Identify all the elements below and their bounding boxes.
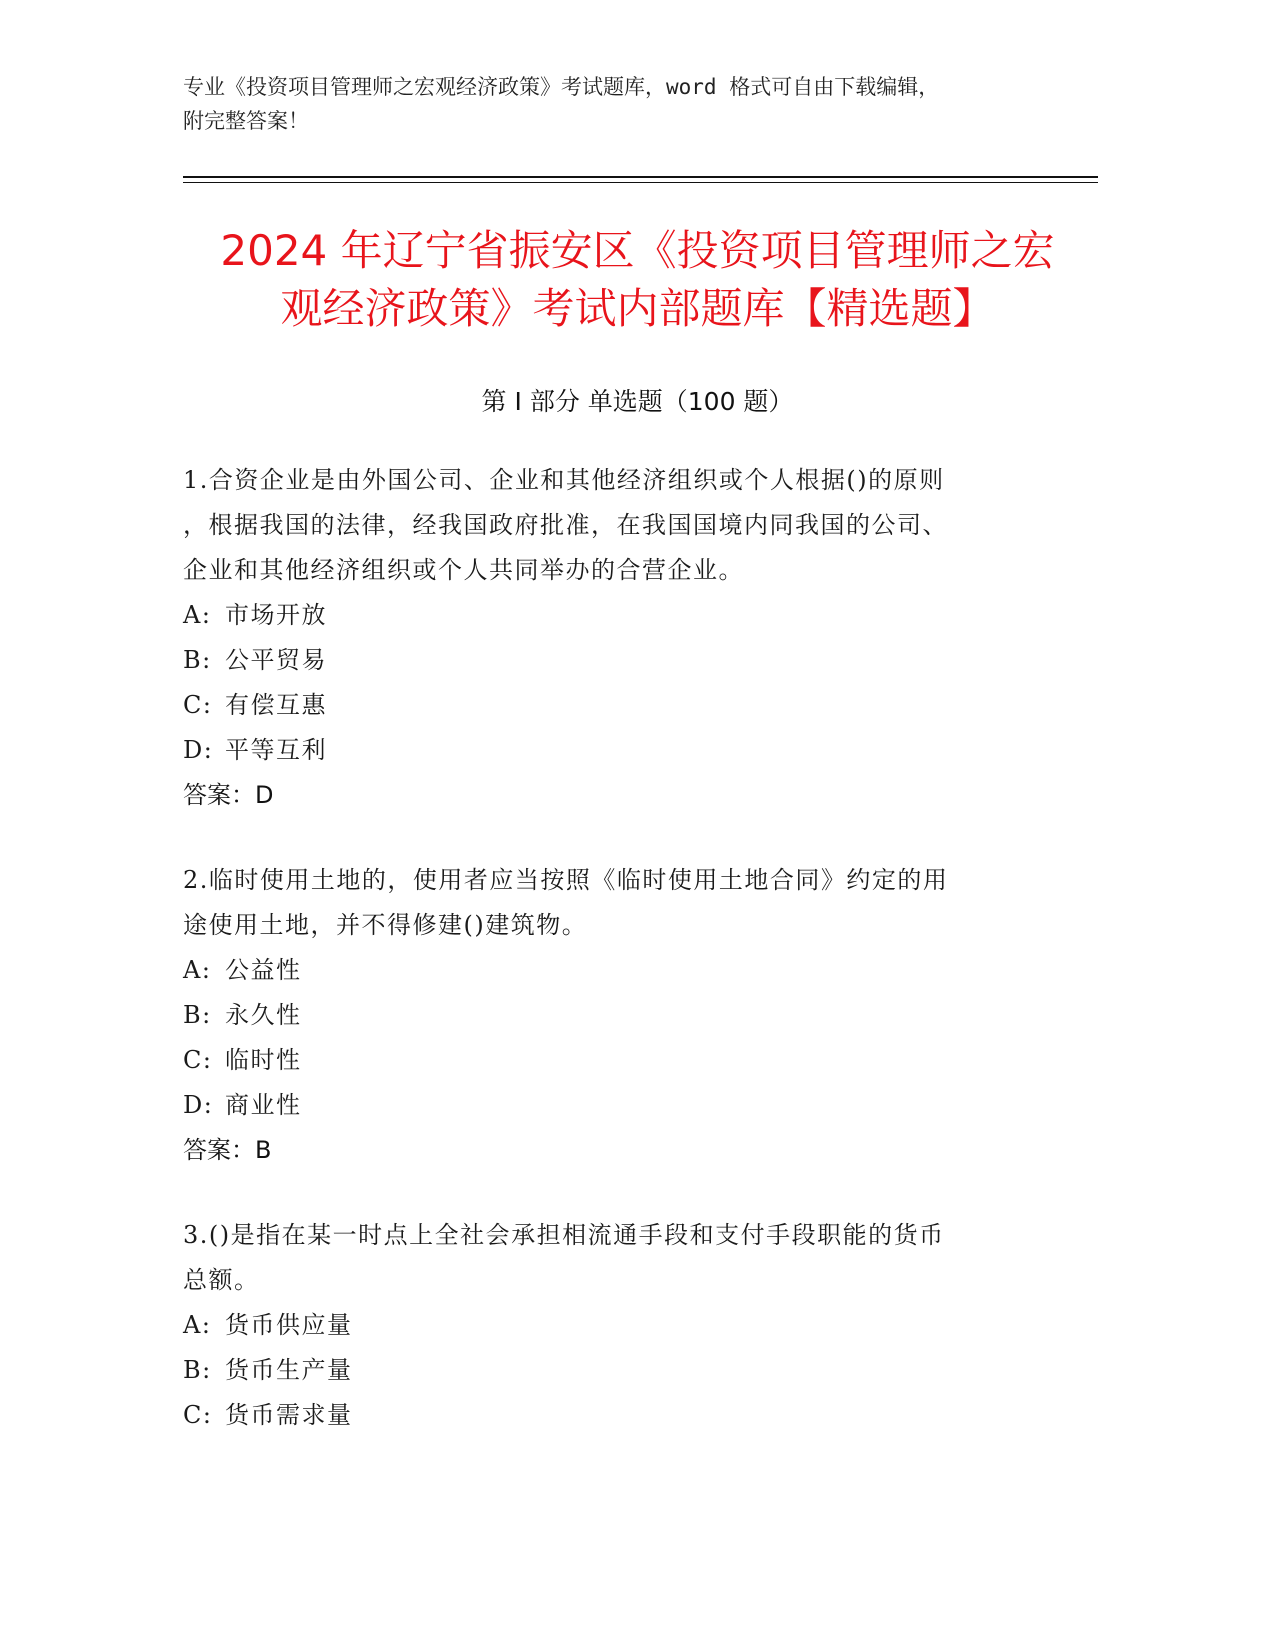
- question-item: [183, 1213, 1063, 1438]
- option-text: 有偿互惠: [225, 691, 327, 719]
- option-text: 永久性: [225, 1001, 302, 1029]
- answer-line: 答案：B: [183, 1136, 272, 1164]
- option-text: 公益性: [225, 956, 302, 984]
- document-title: [150, 222, 1125, 338]
- question-stem-line: 总额。: [183, 1266, 260, 1294]
- option-a: [183, 1303, 1063, 1348]
- option-letter: A:: [183, 1311, 212, 1339]
- header-divider-thin: [183, 182, 1098, 183]
- question-item: [183, 858, 1063, 1173]
- option-c: [183, 683, 1063, 728]
- question-stem-line: 1.合资企业是由外国公司、企业和其他经济组织或个人根据()的原则: [183, 466, 945, 494]
- question-stem-line: 途使用土地，并不得修建()建筑物。: [183, 911, 588, 939]
- header-note-line-1: 专业《投资项目管理师之宏观经济政策》考试题库，word 格式可自由下载编辑，: [183, 75, 940, 99]
- option-letter: D:: [183, 1091, 214, 1119]
- option-letter: C:: [183, 691, 213, 719]
- option-b: [183, 993, 1063, 1038]
- option-text: 货币需求量: [225, 1401, 353, 1429]
- option-d: [183, 1083, 1063, 1128]
- question-stem-line: ，根据我国的法律，经我国政府批准，在我国国境内同我国的公司、: [183, 511, 948, 539]
- option-text: 公平贸易: [225, 646, 327, 674]
- option-text: 货币生产量: [225, 1356, 353, 1384]
- option-text: 平等互利: [225, 736, 327, 764]
- question-stem-line: 2.临时使用土地的，使用者应当按照《临时使用土地合同》约定的用: [183, 866, 949, 894]
- option-letter: A:: [183, 956, 212, 984]
- option-b: [183, 638, 1063, 683]
- option-letter: B:: [183, 1356, 212, 1384]
- option-letter: C:: [183, 1046, 213, 1074]
- option-a: [183, 593, 1063, 638]
- header-note: [183, 70, 1063, 138]
- answer-line: 答案：D: [183, 781, 274, 809]
- option-text: 商业性: [225, 1091, 302, 1119]
- option-a: [183, 948, 1063, 993]
- document-title-line-2: 观经济政策》考试内部题库【精选题】: [280, 284, 995, 333]
- section-heading: 第 I 部分 单选题（100 题）: [481, 387, 794, 416]
- option-d: [183, 728, 1063, 773]
- header-note-line-2: 附完整答案！: [183, 109, 309, 133]
- option-text: 临时性: [225, 1046, 302, 1074]
- option-letter: C:: [183, 1401, 213, 1429]
- option-letter: B:: [183, 1001, 212, 1029]
- header-divider-thick: [183, 176, 1098, 178]
- question-item: [183, 458, 1063, 818]
- option-letter: A:: [183, 601, 212, 629]
- question-stem-line: 企业和其他经济组织或个人共同举办的合营企业。: [183, 556, 744, 584]
- question-stem-line: 3.()是指在某一时点上全社会承担相流通手段和支付手段职能的货币: [183, 1221, 945, 1249]
- option-text: 市场开放: [225, 601, 327, 629]
- option-b: [183, 1348, 1063, 1393]
- option-text: 货币供应量: [225, 1311, 353, 1339]
- option-letter: B:: [183, 646, 212, 674]
- option-letter: D:: [183, 736, 214, 764]
- document-title-line-1: 2024 年辽宁省振安区《投资项目管理师之宏: [220, 226, 1055, 275]
- question-list: [183, 458, 1063, 1478]
- option-c: [183, 1038, 1063, 1083]
- option-c: [183, 1393, 1063, 1438]
